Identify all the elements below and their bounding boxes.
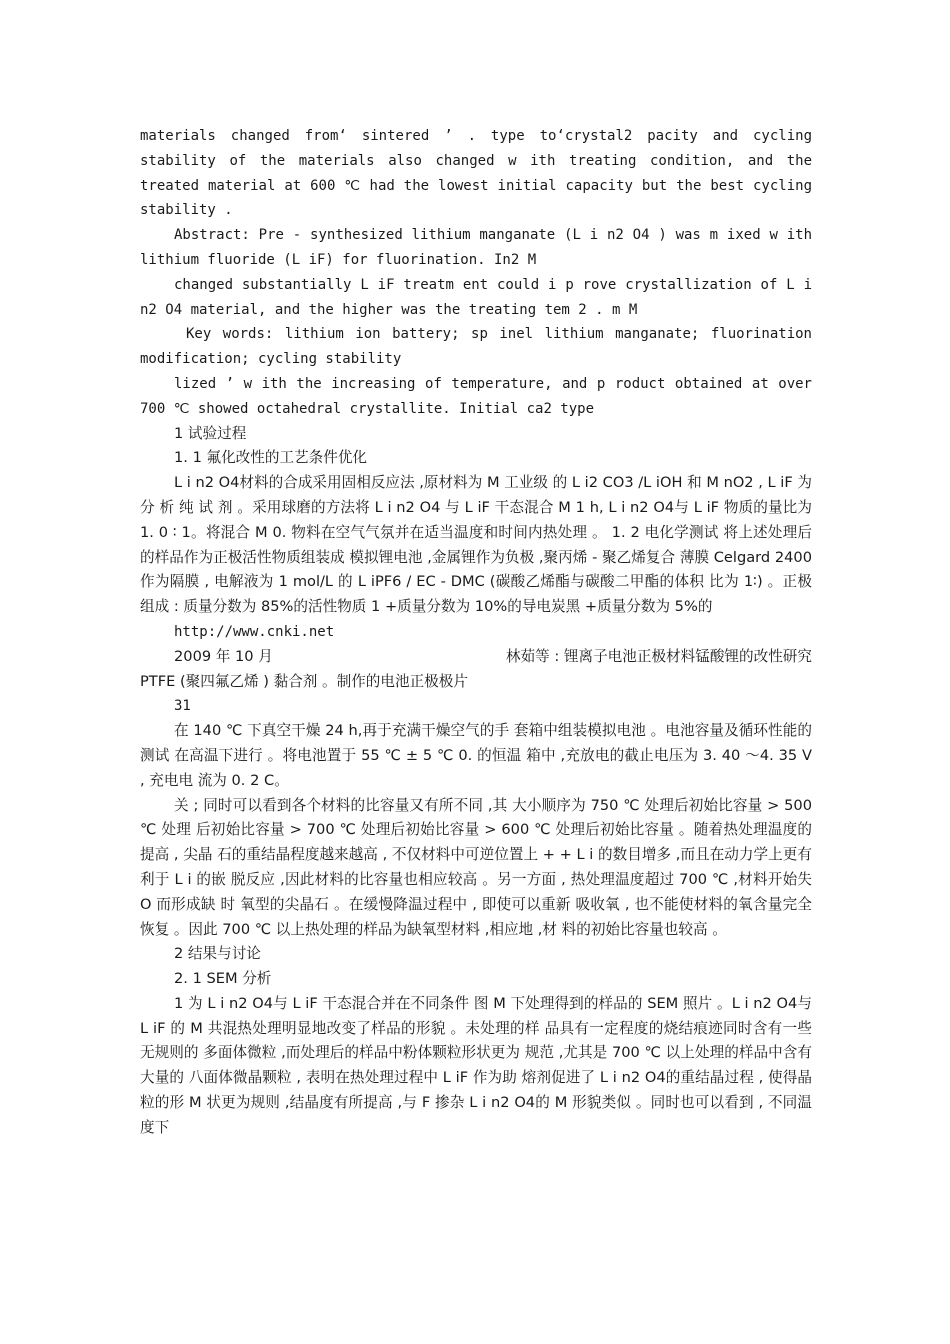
paragraph-abstract-tail: materials changed from‘ sintered ’ . type to‘crystal2 pacity and cycling stability of the materials also changed w ith treating condition, and the treated material at 600 ℃ had the lowest initial capacity but the best cycling stability . bbox=[140, 128, 812, 219]
paragraph-ptfe: PTFE (聚四氟乙烯 ) 黏合剂 。制作的电池正极极片 bbox=[140, 672, 468, 690]
paragraph-synthesis: L i n2 O4材料的合成采用固相反应法 ,原材料为 M 工业级 的 L i2 CO3 /L iOH 和 M nO2 , L iF 为 分 析 纯 试 剂 。采用球磨的方法将 L i n2 O4 与 L iF 干态混合 M 1 h, L i n2 O4与 L iF 物质的量比为 1. 0 ∶ 1。将混合 M 0. 物料在空气气氛并在适当温度和时间内热处理 。 1. 2 电化学测试 将上述处理后的样品作为正极活性物质组装成 模拟锂电池 ,金属锂作为负极 ,聚丙烯 - 聚乙烯复合 薄膜 Celgard 2400 作为隔膜 , 电解液为 1 mol/L 的 L iPF6 / EC - DMC (碳酸乙烯酯与碳酸二甲酯的体积 比为 1∶) 。正极组成 : 质量分数为 85%的活性物质 1 +质量分数为 10%的导电炭黑 +质量分数为 5%的 bbox=[140, 474, 812, 616]
page-number: 31 bbox=[174, 698, 191, 715]
paragraph-abstract-cont: changed substantially L iF treatm ent could i p rove crystallization of L i n2 O4 material, and the higher was the treating tem 2 . m M bbox=[140, 276, 812, 318]
running-header bbox=[140, 645, 812, 670]
section-title-1-1: 1. 1 氟化改性的工艺条件优化 bbox=[174, 449, 368, 467]
paragraph-sem: 1 为 L i n2 O4与 L iF 干态混合并在不同条件 图 M 下处理得到的样品的 SEM 照片 。L i n2 O4与 L iF 的 M 共混热处理明显地改变了样品的形貌 。未处理的样 品具有一定程度的烧结痕迹同时含有一些无规则的 多面体微粒 ,而处理后的样品中粉体颗粒形状更为 规范 ,尤其是 700 ℃ 以上处理的样品中含有大量的 八面体微晶颗粒 , 表明在热处理过程中 L iF 作为助 熔剂促进了 L i n2 O4的重结晶过程 , 使得晶粒的形 M 状更为规则 ,结晶度有所提高 ,与 F 掺杂 L i n2 O4的 M 形貌类似 。同时也可以看到 , 不同温度下 bbox=[140, 994, 812, 1136]
document-page bbox=[140, 124, 812, 1141]
section-title-1: 1 试验过程 bbox=[174, 424, 247, 442]
section-title-2: 2 结果与讨论 bbox=[174, 945, 261, 963]
paragraph-drying: 在 140 ℃ 下真空干燥 24 h,再于充满干燥空气的手 套箱中组装模拟电池 。电池容量及循环性能的测试 在高温下进行 。将电池置于 55 ℃ ± 5 ℃ 0. 的恒温 箱中 ,充放电的截止电压为 3. 40 ～4. 35 V , 充电电 流为 0. 2 C。 bbox=[140, 722, 812, 789]
section-title-2-1: 2. 1 SEM 分析 bbox=[174, 970, 272, 988]
header-title: 林茹等 : 锂离子电池正极材料锰酸锂的改性研究 bbox=[505, 647, 812, 665]
paragraph-abstract: Abstract: Pre - synthesized lithium manganate (L i n2 O4 ) was m ixed w ith lithium fluoride (L iF) for fluorination. In2 M bbox=[140, 227, 812, 268]
paragraph-abstract-end: lized ’ w ith the increasing of temperature, and p roduct obtained at over 700 ℃ showed octahedral crystallite. Initial ca2 type bbox=[140, 375, 812, 417]
source-url: http://www.cnki.net bbox=[174, 623, 335, 640]
paragraph-keywords: Key words: lithium ion battery; sp inel lithium manganate; fluorination modification; cycling stability bbox=[140, 326, 812, 368]
paragraph-capacity: 关 ; 同时可以看到各个材料的比容量又有所不同 ,其 大小顺序为 750 ℃ 处理后初始比容量 > 500 ℃ 处理 后初始比容量 > 700 ℃ 处理后初始比容量 > 600 ℃ 处理后初始比容量 。随着热处理温度的提高 , 尖晶 石的重结晶程度越来越高 , 不仅材料中可逆位置上 + + L i 的数目增多 ,而且在动力学上更有利于 L i 的嵌 脱反应 ,因此材料的比容量也相应较高 。另一方面 , 热处理温度超过 700 ℃ ,材料开始失 O 而形成缺 时 氧型的尖晶石 。在缓慢降温过程中 , 即使可以重新 吸收氧 , 也不能使材料的氧含量完全恢复 。因此 700 ℃ 以上热处理的样品为缺氧型材料 ,相应地 ,材 料的初始比容量也较高 。 bbox=[140, 796, 812, 938]
header-date: 2009 年 10 月 bbox=[174, 647, 273, 665]
